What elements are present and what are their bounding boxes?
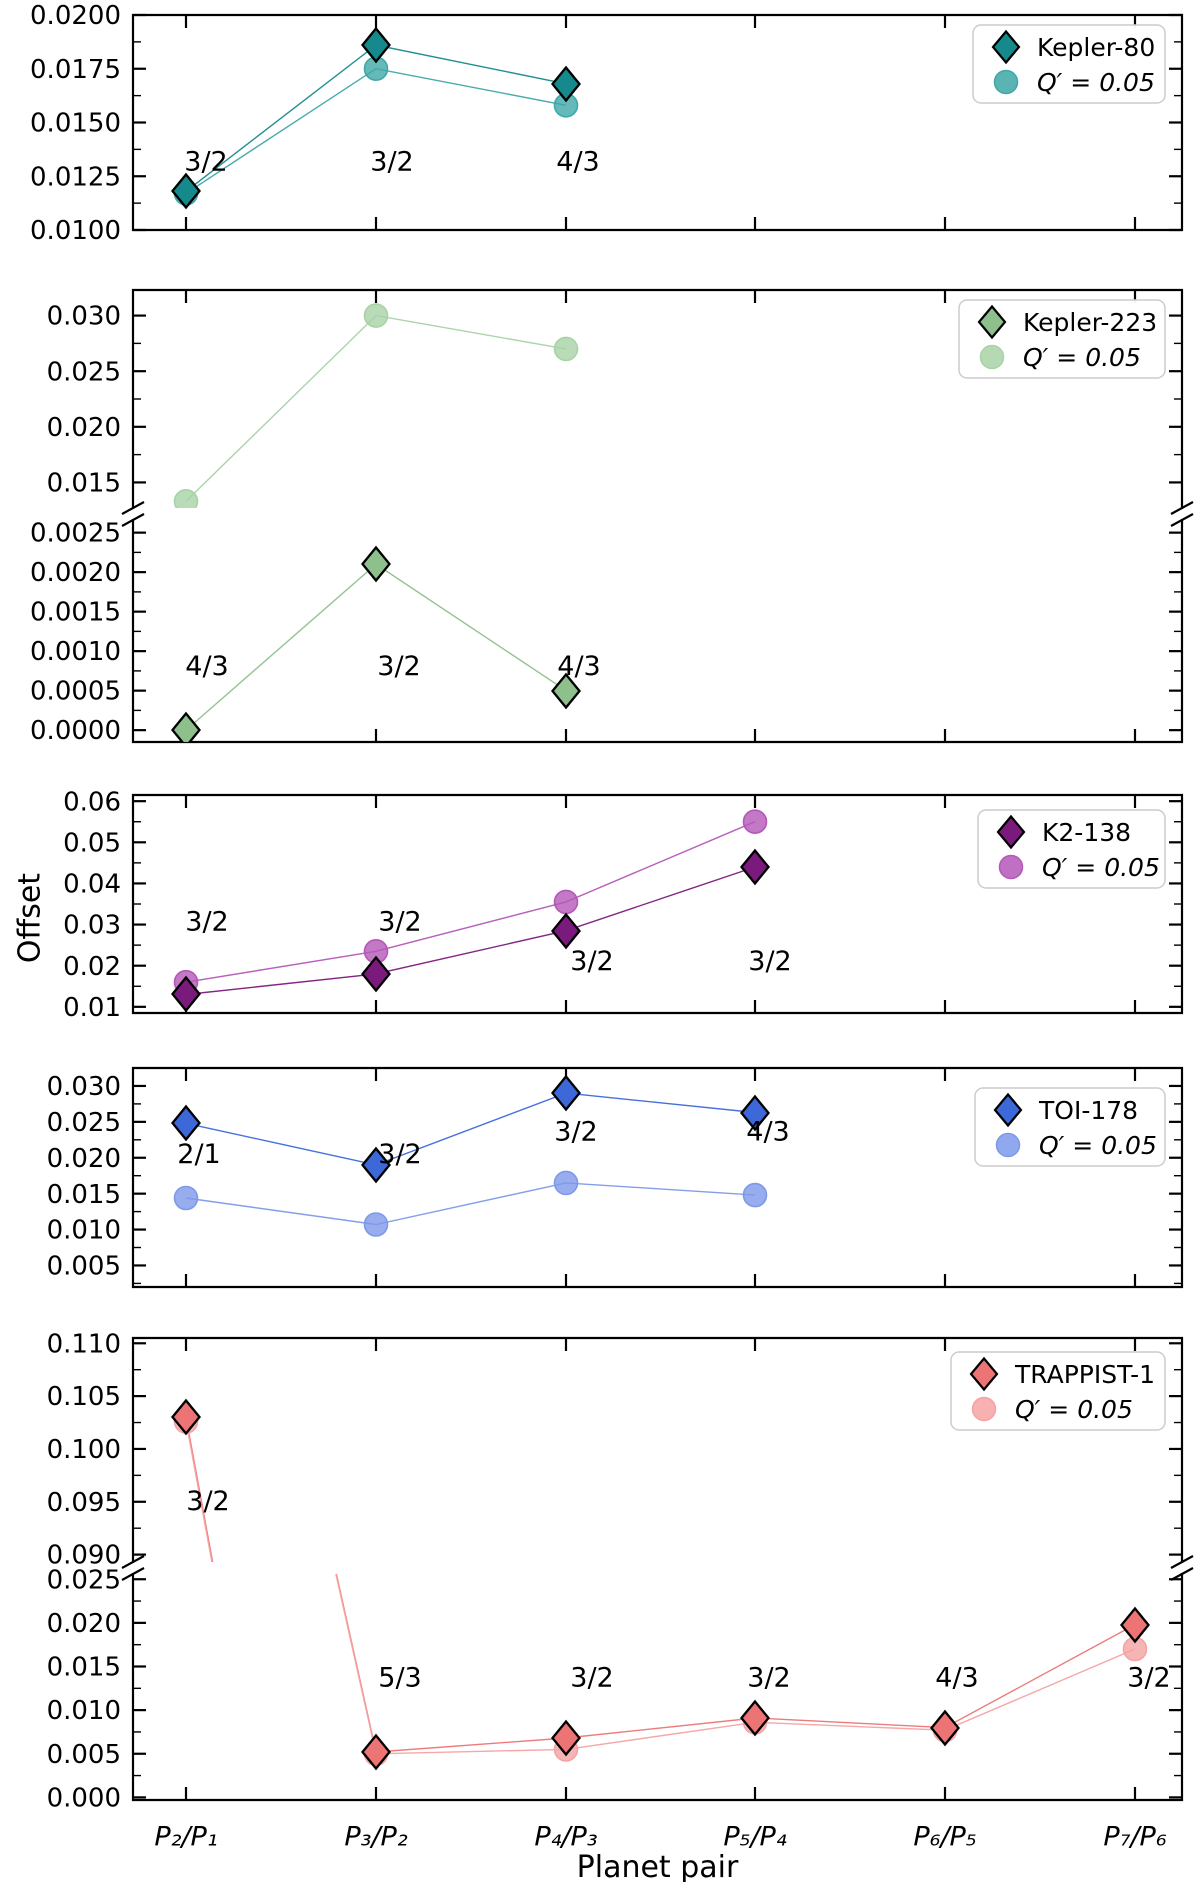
legend-label-q: Q′ = 0.05 [1042, 852, 1160, 882]
y-tick-label: 0.100 [46, 1435, 121, 1466]
y-tick-label: 0.030 [46, 301, 121, 332]
category-label: P₂/P₁ [154, 1821, 218, 1853]
series-layer [173, 810, 769, 1010]
resonance-label: 3/2 [1127, 1662, 1171, 1694]
resonance-label: 3/2 [378, 906, 422, 938]
y-axis-label: Offset [12, 872, 48, 964]
resonance-label: 3/2 [186, 1486, 230, 1518]
resonance-label: 4/3 [557, 650, 601, 682]
sub-axis [47, 1565, 1193, 1813]
series-layer [173, 1077, 769, 1237]
y-tick-label: 0.0100 [30, 216, 121, 247]
y-tick-label: 0.0025 [30, 518, 121, 549]
y-tick-label: 0.090 [46, 1540, 121, 1571]
diamond-marker [1122, 1609, 1149, 1642]
legend-circle-marker [995, 71, 1018, 94]
series-layer [173, 29, 580, 208]
circle-marker [175, 490, 198, 513]
resonance-label: 3/2 [185, 906, 229, 938]
diamond-marker [363, 1736, 390, 1769]
circle-marker [555, 337, 578, 360]
diamond-marker [173, 175, 200, 208]
trappist-1-line-diamond [186, 1417, 1135, 1882]
legend-label-system: Kepler-80 [1037, 32, 1156, 62]
panel-k2-138 [63, 787, 1183, 1023]
panel-kepler-80 [30, 1, 1183, 246]
toi-178-line-diamond [186, 1093, 755, 1165]
panel-toi-178 [47, 1067, 1183, 1288]
circle-marker [555, 890, 578, 913]
x-axis-label: Planet pair [576, 1850, 739, 1882]
resonance-label: 4/3 [185, 650, 229, 682]
resonance-label: 3/2 [570, 1662, 614, 1694]
diamond-marker [553, 1077, 580, 1110]
y-tick-label: 0.010 [46, 1215, 121, 1246]
resonance-label: 4/3 [935, 1662, 979, 1694]
y-tick-label: 0.02 [63, 951, 121, 982]
y-tick-label: 0.025 [46, 1565, 121, 1596]
legend-circle-marker [981, 346, 1004, 369]
diamond-marker [173, 1107, 200, 1140]
y-tick-label: 0.0015 [30, 597, 121, 628]
y-tick-label: 0.05 [63, 828, 121, 859]
series-layer [173, 1401, 1136, 1882]
y-tick-label: 0.005 [46, 1739, 121, 1770]
trappist-1-line-circle [186, 902, 1135, 1754]
category-label: P₃/P₂ [344, 1821, 408, 1853]
y-tick-label: 0.015 [46, 1652, 121, 1683]
circle-marker [744, 810, 767, 833]
category-label: P₅/P₄ [723, 1821, 787, 1853]
y-tick-label: 0.01 [63, 992, 121, 1023]
y-tick-label: 0.095 [46, 1487, 121, 1518]
resonance-label: 3/2 [748, 945, 792, 977]
resonance-label: 3/2 [554, 1116, 598, 1148]
circle-marker [744, 1184, 767, 1207]
legend-label-q: Q′ = 0.05 [1037, 67, 1155, 97]
trappist-1-line-circle [186, 1422, 1135, 1882]
k2-138-line-circle [186, 822, 755, 983]
resonance-label: 4/3 [746, 1116, 790, 1148]
resonance-label: 3/2 [377, 650, 421, 682]
diamond-marker [553, 915, 580, 948]
kepler-223-line-diamond [186, 564, 566, 730]
legend [973, 25, 1165, 103]
trappist-1-line-diamond [186, 899, 1135, 1752]
y-tick-label: 0.0005 [30, 676, 121, 707]
legend-label-system: K2-138 [1042, 817, 1132, 847]
y-tick-label: 0.0020 [30, 558, 121, 589]
y-tick-label: 0.0125 [30, 162, 121, 193]
y-tick-label: 0.0175 [30, 54, 121, 85]
diamond-marker [932, 1712, 959, 1745]
resonance-label: 3/2 [747, 1662, 791, 1694]
legend [951, 1352, 1165, 1430]
legend-circle-marker [973, 1398, 996, 1421]
legend-circle-marker [1000, 856, 1023, 879]
resonance-label: 4/3 [556, 146, 600, 178]
y-tick-label: 0.005 [46, 1251, 121, 1282]
y-tick-label: 0.04 [63, 869, 121, 900]
legend-label-system: TRAPPIST-1 [1015, 1359, 1156, 1389]
y-tick-label: 0.015 [46, 468, 121, 499]
diamond-marker [742, 851, 769, 884]
legend-label-q: Q′ = 0.05 [1023, 342, 1141, 372]
k2-138-line-diamond [186, 867, 755, 995]
resonance-label: 3/2 [184, 146, 228, 178]
y-tick-label: 0.025 [46, 1107, 121, 1138]
y-tick-label: 0.000 [46, 1783, 121, 1814]
y-tick-label: 0.06 [63, 787, 121, 818]
resonance-label: 3/2 [370, 146, 414, 178]
resonance-label: 5/3 [378, 1662, 422, 1694]
legend [978, 810, 1165, 888]
circle-marker [175, 1187, 198, 1210]
legend-label-system: TOI-178 [1039, 1095, 1139, 1125]
y-tick-label: 0.025 [46, 357, 121, 388]
panel-trappist-1 [47, 899, 1193, 1882]
panel-kepler-223 [30, 0, 1193, 747]
series-layer [186, 899, 1149, 1769]
legend-label-q: Q′ = 0.05 [1039, 1130, 1157, 1160]
y-tick-label: 0.0200 [30, 1, 121, 32]
y-tick-label: 0.0150 [30, 108, 121, 139]
legend [975, 1088, 1165, 1166]
category-label: P₄/P₃ [534, 1821, 598, 1853]
series-layer [173, 0, 580, 747]
y-tick-label: 0.030 [46, 1072, 121, 1103]
category-label: P₇/P₆ [1103, 1821, 1167, 1853]
y-tick-label: 0.110 [46, 1329, 121, 1360]
category-label: P₆/P₅ [913, 1821, 977, 1853]
legend [959, 300, 1165, 378]
circle-marker [365, 304, 388, 327]
circle-marker [365, 1213, 388, 1236]
diamond-marker [363, 958, 390, 991]
resonance-label: 3/2 [378, 1138, 422, 1170]
y-tick-label: 0.03 [63, 910, 121, 941]
resonance-label: 3/2 [570, 945, 614, 977]
resonance-label: 2/1 [177, 1138, 221, 1170]
y-tick-label: 0.0010 [30, 637, 121, 668]
y-tick-label: 0.105 [46, 1382, 121, 1413]
kepler-223-line-diamond [186, 626, 566, 649]
y-tick-label: 0.0000 [30, 716, 121, 747]
series-layer [175, 304, 578, 649]
diamond-marker [363, 29, 390, 62]
legend-label-q: Q′ = 0.05 [1015, 1394, 1133, 1424]
sub-axis [30, 514, 1193, 746]
y-tick-label: 0.010 [46, 1696, 121, 1727]
y-tick-label: 0.020 [46, 412, 121, 443]
diamond-marker [553, 68, 580, 101]
y-tick-label: 0.020 [46, 1608, 121, 1639]
circle-marker [555, 1171, 578, 1194]
legend-label-system: Kepler-223 [1023, 307, 1158, 337]
diamond-marker [363, 548, 390, 581]
y-tick-label: 0.015 [46, 1179, 121, 1210]
y-tick-label: 0.020 [46, 1143, 121, 1174]
toi-178-line-circle [186, 1183, 755, 1225]
kepler-223-line-circle [186, 316, 566, 502]
legend-circle-marker [997, 1134, 1020, 1157]
